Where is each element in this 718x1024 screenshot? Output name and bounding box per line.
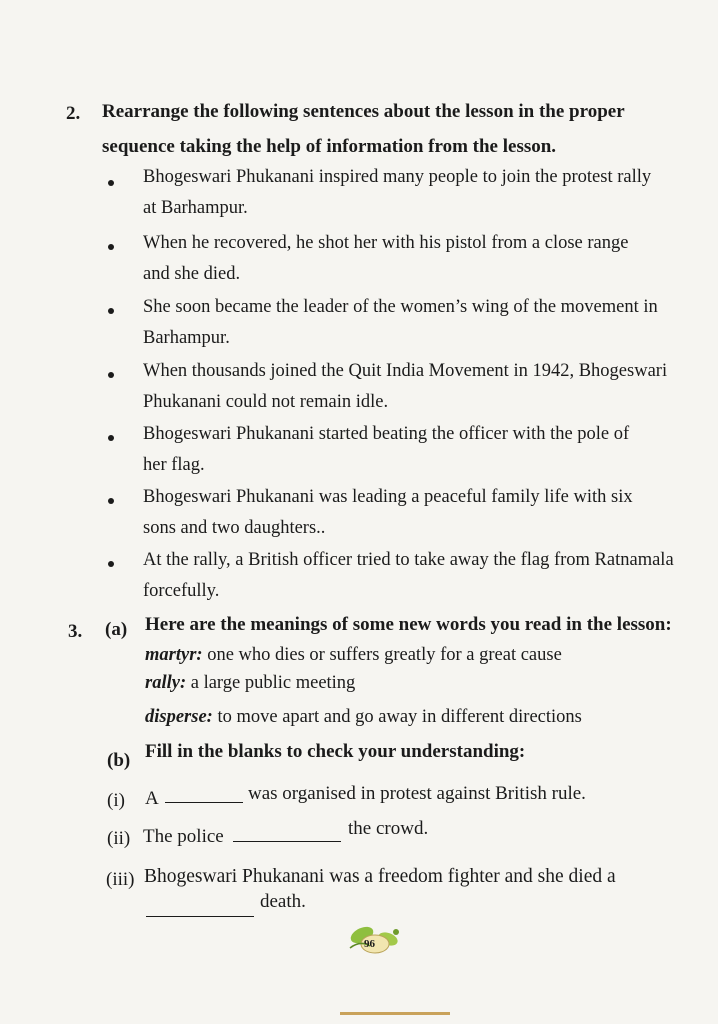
definition-rally: rally: a large public meeting — [145, 673, 356, 693]
part-b-heading: Fill in the blanks to check your understanding: — [145, 741, 526, 762]
definition-martyr: martyr: one who dies or suffers greatly for a great cause — [145, 645, 562, 665]
definition-disperse: disperse: to move apart and go away in different directions — [145, 707, 582, 727]
bullet-icon — [106, 496, 116, 506]
blank-3-line[interactable] — [146, 898, 254, 923]
question-3-number: 3. — [68, 621, 83, 642]
list-item: She soon became the leader of the women’s wing of the movement in Barhampur. — [143, 297, 658, 348]
list-item: Bhogeswari Phukanani inspired many people to join the protest rally at Barhampur. — [143, 167, 652, 218]
blank-2-before: The police — [143, 826, 224, 847]
page-ornament-icon — [340, 918, 410, 958]
part-a-label: (a) — [105, 619, 128, 640]
bullet-icon — [106, 178, 116, 188]
list-item: Bhogeswari Phukanani started beating the officer with the pole of her flag. — [143, 424, 630, 475]
page-number: 96 — [364, 938, 375, 950]
blank-1-after: was organised in protest against British rule. — [248, 783, 586, 804]
question-2-heading-line2: sequence taking the help of information from the lesson. — [102, 136, 557, 157]
blank-2-line[interactable] — [233, 823, 341, 848]
blank-3-before: Bhogeswari Phukanani was a freedom fighter and she died a — [144, 866, 616, 887]
list-item: When he recovered, he shot her with his pistol from a close range and she died. — [143, 233, 629, 284]
list-item: At the rally, a British officer tried to take away the flag from Ratnamala forcefully. — [143, 550, 674, 601]
blank-3-label: (iii) — [106, 869, 135, 890]
blank-1-before: A — [145, 788, 159, 809]
list-item: Bhogeswari Phukanani was leading a peaceful family life with six sons and two daughters.. — [143, 487, 633, 538]
bullet-icon — [106, 433, 116, 443]
bullet-icon — [106, 559, 116, 569]
blank-2-after: the crowd. — [348, 818, 429, 839]
question-2-number: 2. — [66, 103, 81, 124]
part-a-heading: Here are the meanings of some new words you read in the lesson: — [145, 614, 672, 635]
blank-2-label: (ii) — [107, 828, 131, 849]
bottom-border — [340, 1012, 450, 1015]
bullet-icon — [106, 370, 116, 380]
blank-1-line[interactable] — [165, 784, 243, 809]
bullet-icon — [106, 242, 116, 252]
question-2-heading-line1: Rearrange the following sentences about the lesson in the proper — [102, 101, 625, 122]
part-b-label: (b) — [107, 750, 131, 771]
question-2-heading — [102, 94, 625, 164]
blank-3-after: death. — [260, 891, 306, 912]
bullet-icon — [106, 306, 116, 316]
blank-1-label: (i) — [107, 790, 125, 811]
list-item: When thousands joined the Quit India Movement in 1942, Bhogeswari Phukanani could not remain idle. — [143, 361, 668, 412]
